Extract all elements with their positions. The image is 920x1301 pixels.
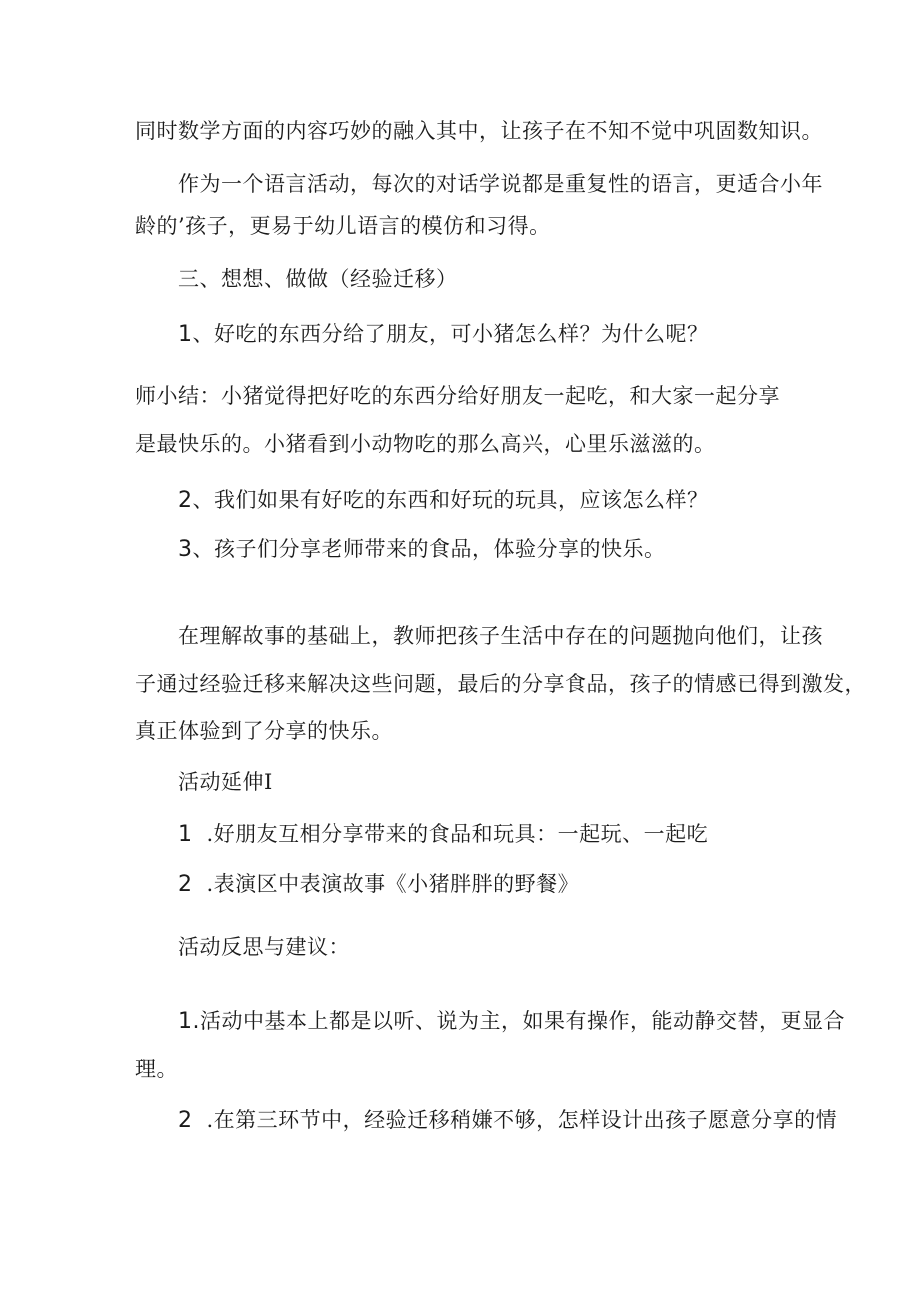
list-number: 2 (178, 872, 193, 897)
list-number: 1. (178, 1009, 200, 1034)
list-item (178, 535, 666, 564)
list-number: 2 (178, 488, 193, 513)
paragraph-line: 龄的’孩子，更易于幼儿语言的模仿和习得。 (135, 214, 551, 238)
list-item (178, 320, 709, 349)
section-heading: 活动反思与建议： (178, 935, 350, 959)
paragraph-line: 真正体验到了分享的快乐。 (135, 719, 393, 743)
section-heading: 三、想想、做做（经验迁移） (178, 267, 458, 291)
paragraph-line: 理。 (135, 1057, 178, 1081)
list-item (178, 820, 708, 849)
list-number: 2 (178, 1108, 193, 1133)
paragraph-line: 子通过经验迁移来解决这些问题，最后的分享食品，孩子的情感已得到激发， (135, 672, 866, 696)
list-item-text: 活动中基本上都是以听、说为主，如果有操作，能动静交替，更显合 (200, 1009, 845, 1033)
paragraph-line: 师小结：小猪觉得把好吃的东西分给好朋友一起吃，和大家一起分享 (135, 384, 780, 408)
paragraph-line: 同时数学方面的内容巧妙的融入其中，让孩子在不知不觉中巩固数知识。 (135, 119, 823, 143)
list-item-text: 、孩子们分享老师带来的食品，体验分享的快乐。 (192, 537, 666, 561)
list-item-text: .表演区中表演故事《小猪胖胖的野餐》 (206, 872, 580, 896)
list-item (178, 486, 709, 515)
list-item-text: 、我们如果有好吃的东西和好玩的玩具，应该怎么样？ (192, 488, 709, 512)
list-item-text: .在第三环节中，经验迁移稍嫌不够，怎样设计出孩子愿意分享的情 (206, 1108, 838, 1132)
list-number: 1 (178, 322, 193, 347)
paragraph-line: 在理解故事的基础上，教师把孩子生活中存在的问题抛向他们，让孩 (178, 624, 823, 648)
list-item-text: .好朋友互相分享带来的食品和玩具：一起玩、一起吃 (206, 822, 709, 846)
section-heading: 活动延伸I (178, 770, 273, 794)
list-item (178, 1106, 837, 1135)
paragraph-line: 是最快乐的。小猪看到小动物吃的那么高兴，心里乐滋滋的。 (135, 432, 716, 456)
list-item (178, 1007, 845, 1036)
list-item (178, 870, 579, 899)
list-number: 1 (178, 822, 193, 847)
list-number: 3 (178, 537, 193, 562)
paragraph-line: 作为一个语言活动，每次的对话学说都是重复性的语言，更适合小年 (178, 172, 823, 196)
list-item-text: 、好吃的东西分给了朋友，可小猪怎么样？为什么呢？ (192, 322, 709, 346)
